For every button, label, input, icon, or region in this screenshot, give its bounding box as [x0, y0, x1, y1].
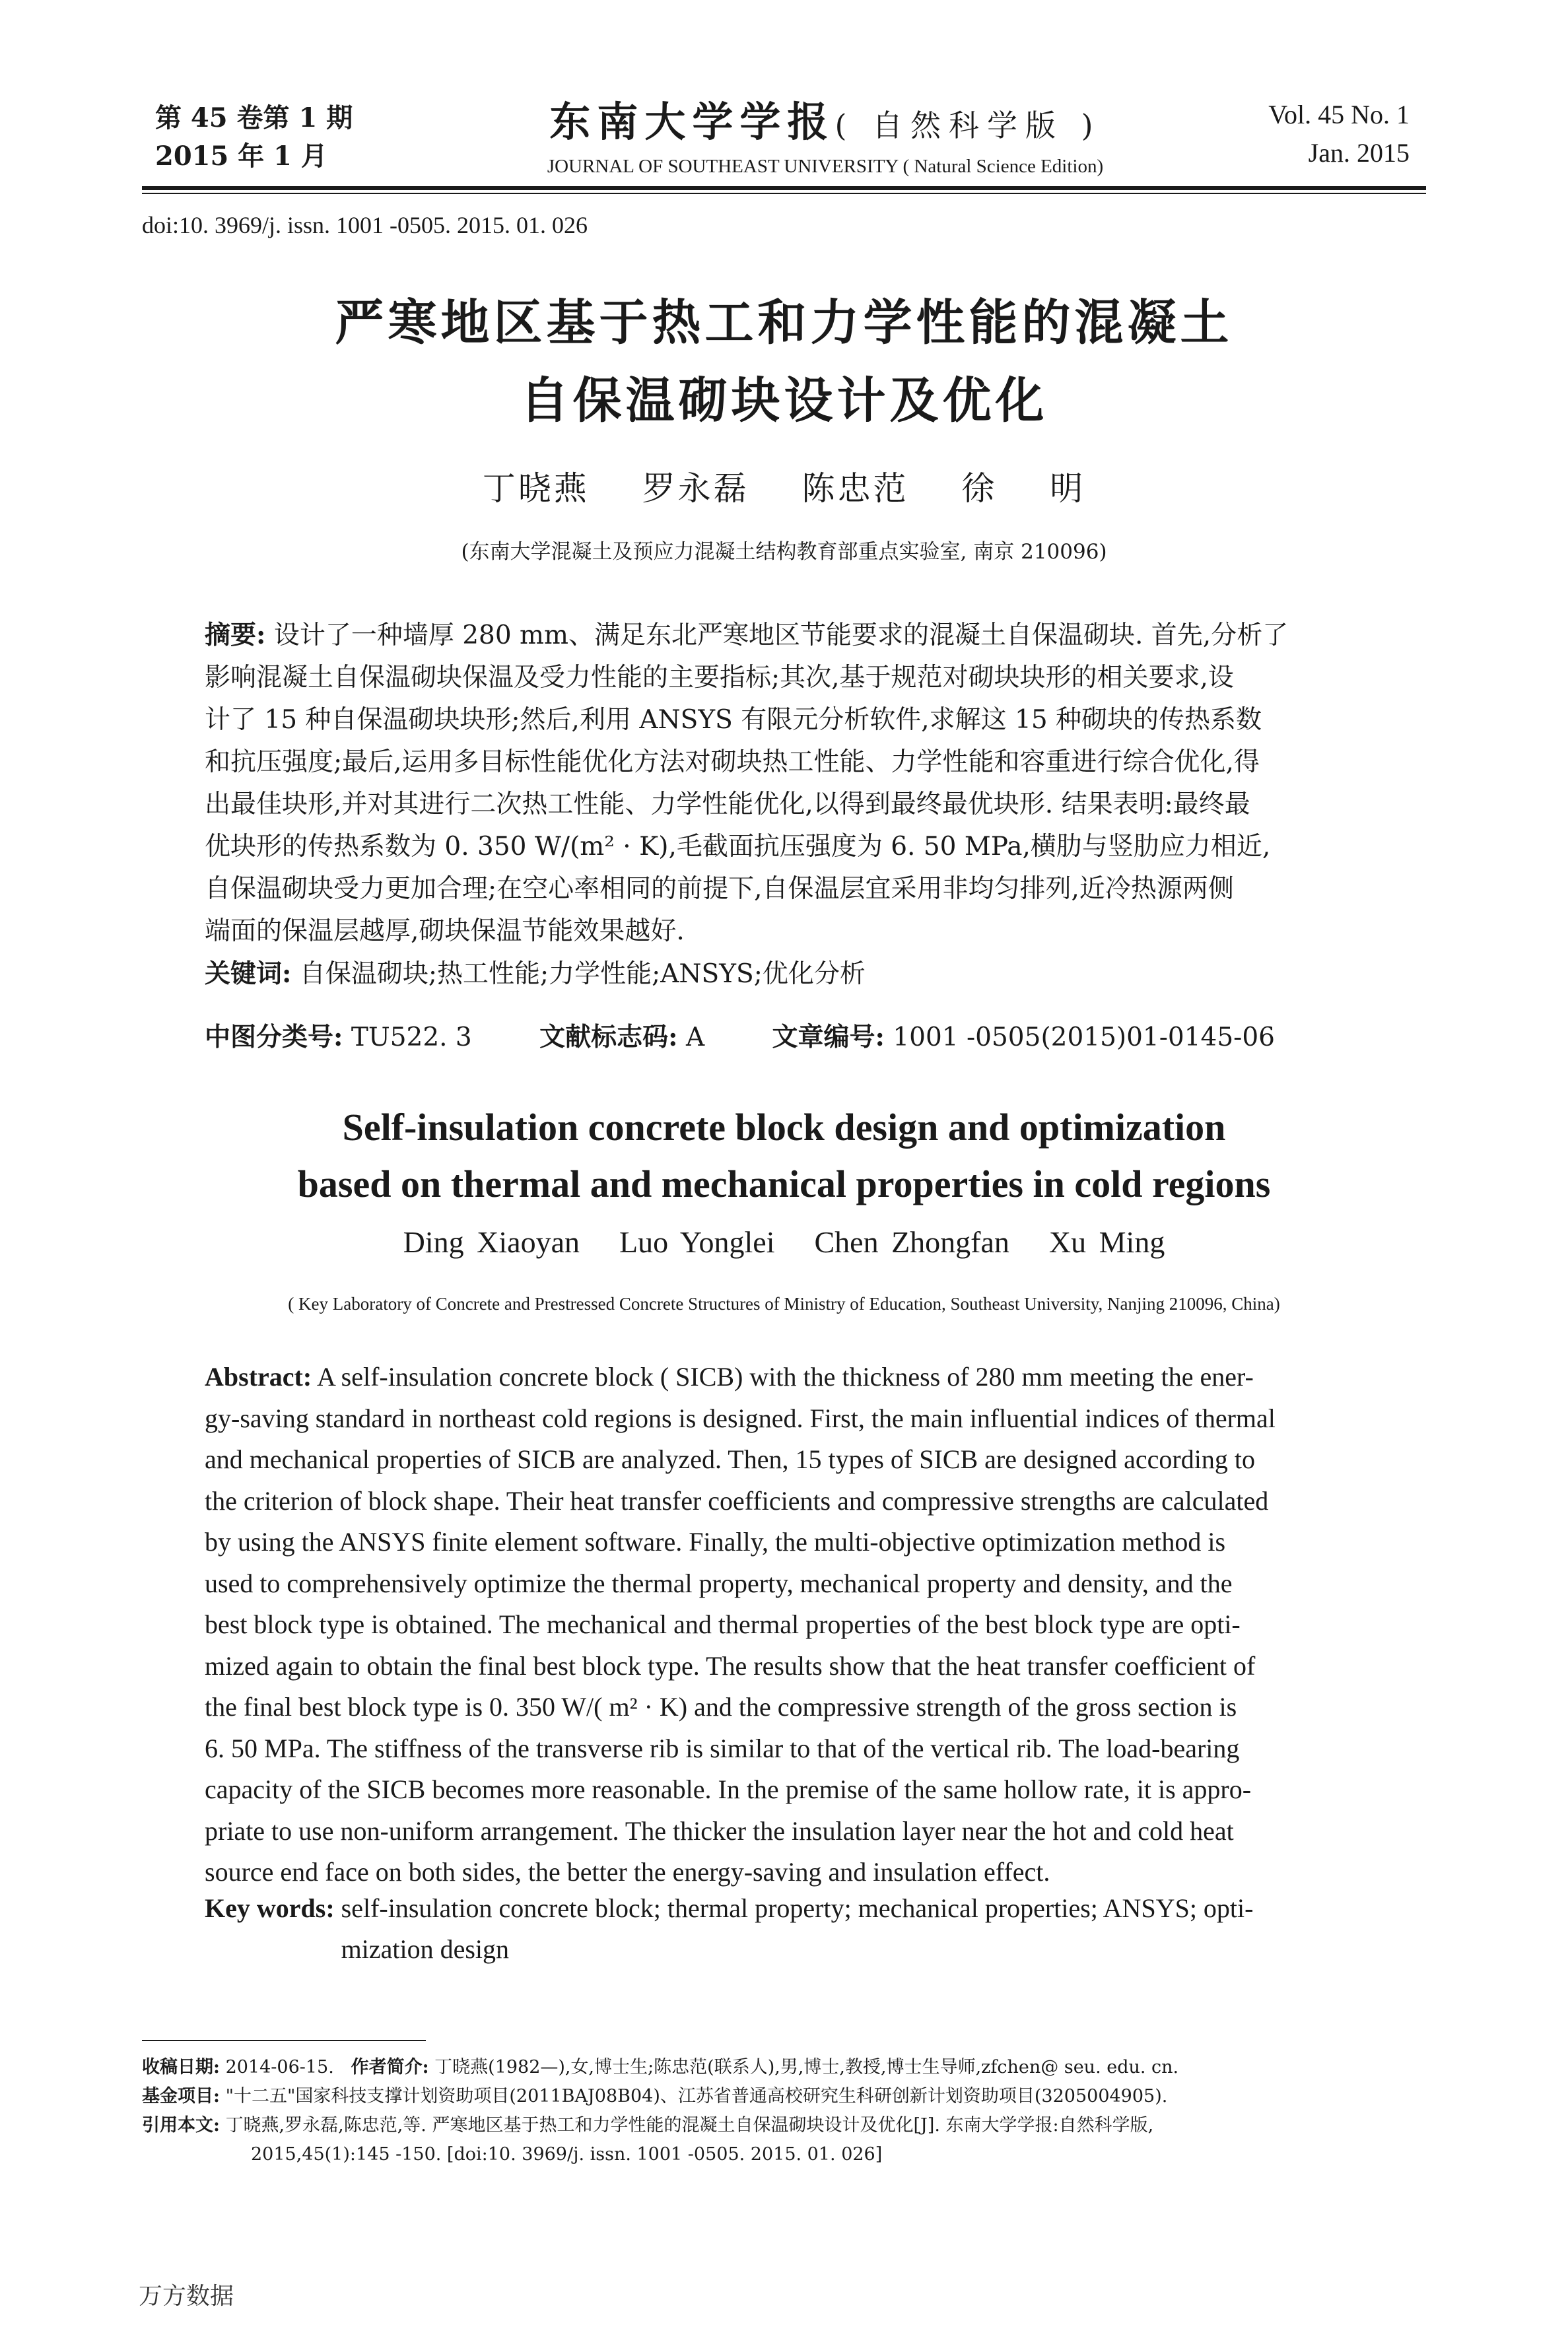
authors-cn: 丁晓燕 罗永磊 陈忠范 徐 明	[482, 469, 1086, 508]
keywords-cn	[205, 953, 1367, 995]
abstract-en-line: priate to use non-uniform arrangement. The thicker the insulation layer near the hot and cold heat	[205, 1815, 1234, 1846]
abstract-en-line: used to comprehensively optimize the thermal property, mechanical property and density, and the	[205, 1568, 1233, 1598]
footnotes	[142, 2053, 1436, 2169]
abstract-en-line: the criterion of block shape. Their heat transfer coefficients and compressive strengths are calculated	[205, 1485, 1269, 1516]
doi: doi:10. 3969/j. issn. 1001 -0505. 2015. 01. 026	[142, 212, 588, 238]
title-cn-line1: 严寒地区基于热工和力学性能的混凝土	[335, 294, 1233, 351]
abstract-en-line: gy-saving standard in northeast cold regions is designed. First, the main influential indices of thermal	[205, 1403, 1276, 1433]
abstract-en-line: and mechanical properties of SICB are analyzed. Then, 15 types of SICB are designed according to	[205, 1444, 1255, 1474]
author-en: Chen Zhongfan	[814, 1225, 1009, 1259]
journal-name-cn: 东南大学学报	[549, 98, 835, 146]
authors-en	[198, 1225, 1370, 1260]
keywords-cn-label: 关键词:	[205, 959, 292, 989]
keywords-en-line2: mization design	[341, 1934, 510, 1964]
received-date: 2014-06-15.	[225, 2057, 334, 2077]
keywords-cn-text: 自保温砌块;热工性能;力学性能;ANSYS;优化分析	[299, 959, 866, 989]
running-header-right	[1145, 96, 1410, 172]
date-en: Jan. 2015	[1308, 138, 1410, 168]
footnote-received	[142, 2053, 1436, 2082]
abstract-en-line: mized again to obtain the final best block type. The results show that the heat transfer coefficient of	[205, 1650, 1256, 1681]
article-id-value: 1001 -0505(2015)01-0145-06	[893, 1023, 1275, 1052]
volume-issue-cn: 第 45 卷第 1 期	[155, 102, 353, 133]
clc-value: TU522. 3	[351, 1023, 472, 1052]
affiliation-cn: (东南大学混凝土及预应力混凝土结构教育部重点实验室, 南京 210096)	[461, 540, 1107, 564]
abstract-cn-line: 和抗压强度;最后,运用多目标性能优化方法对砌块热工性能、力学性能和容重进行综合优化,得	[205, 747, 1260, 777]
abstract-en-line: the final best block type is 0. 350 W/( m² · K) and the compressive strength of the gross section is	[205, 1692, 1237, 1722]
title-en	[198, 1099, 1370, 1213]
abstract-cn-line: 出最佳块形,并对其进行二次热工性能、力学性能优化,以得到最终最优块形. 结果表明:最终最	[205, 790, 1250, 819]
journal-title-en: JOURNAL OF SOUTHEAST UNIVERSITY ( Natural Science Edition)	[547, 156, 1104, 177]
footnote-citation	[142, 2111, 1436, 2140]
volume-issue-en: Vol. 45 No. 1	[1268, 100, 1410, 129]
cite-line2: 2015,45(1):145 -150. [doi:10. 3969/j. issn. 1001 -0505. 2015. 01. 026]	[251, 2144, 883, 2165]
doc-code-label: 文献标志码:	[539, 1022, 678, 1052]
keywords-en-line1: self-insulation concrete block; thermal property; mechanical properties; ANSYS; opti-	[341, 1893, 1254, 1923]
journal-title-cn	[429, 96, 1221, 152]
abstract-cn-line: 计了 15 种自保温砌块块形;然后,利用 ANSYS 有限元分析软件,求解这 15 种砌块的传热系数	[205, 705, 1262, 735]
fund-text: "十二五"国家科技支撑计划资助项目(2011BAJ08B04)、江苏省普通高校研究生科研创新计划资助项目(3205004905).	[225, 2086, 1168, 2107]
footnote-fund	[142, 2082, 1436, 2111]
abstract-cn	[205, 614, 1367, 995]
affiliation-en: ( Key Laboratory of Concrete and Prestressed Concrete Structures of Ministry of Education, Southeast University, Nanjing 210096, China)	[288, 1294, 1280, 1314]
abstract-cn-line: 影响混凝土自保温砌块保温及受力性能的主要指标;其次,基于规范对砌块块形的相关要求,设	[205, 663, 1234, 692]
date-cn: 2015 年 1 月	[155, 141, 327, 172]
abstract-en-label: Abstract:	[205, 1362, 312, 1392]
bio-text: 丁晓燕(1982—),女,博士生;陈忠范(联系人),男,博士,教授,博士生导师,zfchen@ seu. edu. cn.	[434, 2057, 1179, 2077]
footnote-rule	[142, 2040, 426, 2041]
abstract-en-line: by using the ANSYS finite element software. Finally, the multi-objective optimization method is	[205, 1527, 1226, 1557]
watermark: 万方数据	[139, 2283, 234, 2310]
abstract-en	[205, 1357, 1370, 1893]
bio-label: 作者简介:	[351, 2057, 429, 2077]
header-rule-thick	[142, 186, 1426, 190]
abstract-cn-line: 设计了一种墙厚 280 mm、满足东北严寒地区节能要求的混凝土自保温砌块. 首先,分析了	[273, 621, 1289, 650]
running-header-center	[429, 96, 1221, 181]
journal-edition-cn: ( 自然科学版 )	[835, 108, 1101, 143]
abstract-en-line: source end face on both sides, the better the energy-saving and insulation effect.	[205, 1857, 1050, 1887]
title-cn	[198, 284, 1370, 440]
abstract-en-line: A self-insulation concrete block ( SICB) with the thickness of 280 mm meeting the ener-	[316, 1362, 1254, 1392]
doc-code-value: A	[685, 1023, 705, 1052]
title-cn-line2: 自保温砌块设计及优化	[520, 372, 1048, 429]
fund-label: 基金项目:	[142, 2086, 220, 2107]
title-en-line1: Self-insulation concrete block design and optimization	[342, 1106, 1226, 1149]
cite-label: 引用本文:	[142, 2115, 220, 2136]
abstract-cn-label: 摘要:	[205, 620, 266, 650]
author-en: Ding Xiaoyan	[403, 1225, 580, 1259]
received-label: 收稿日期:	[142, 2057, 220, 2077]
cite-line1: 丁晓燕,罗永磊,陈忠范,等. 严寒地区基于热工和力学性能的混凝土自保温砌块设计及优化[J]. 东南大学学报:自然科学版,	[225, 2115, 1154, 2136]
running-header-left	[155, 99, 353, 176]
title-en-line2: based on thermal and mechanical properties in cold regions	[297, 1163, 1271, 1205]
abstract-en-line: best block type is obtained. The mechanical and thermal properties of the best block type are opti-	[205, 1609, 1241, 1639]
abstract-cn-line: 优块形的传热系数为 0. 350 W/(m² · K),毛截面抗压强度为 6. 50 MPa,横肋与竖肋应力相近,	[205, 832, 1271, 861]
author-en: Xu Ming	[1048, 1225, 1165, 1259]
abstract-cn-line: 自保温砌块受力更加合理;在空心率相同的前提下,自保温层宜采用非均匀排列,近冷热源两侧	[205, 874, 1234, 904]
classification-line	[205, 1017, 1275, 1054]
keywords-en	[205, 1888, 1370, 1970]
keywords-en-body	[341, 1888, 1318, 1970]
keywords-en-label: Key words:	[205, 1893, 335, 1923]
author-en: Luo Yonglei	[619, 1225, 775, 1259]
article-id-label: 文章编号:	[772, 1022, 885, 1052]
abstract-en-line: capacity of the SICB becomes more reasonable. In the premise of the same hollow rate, it is appro-	[205, 1774, 1252, 1804]
abstract-en-line: 6. 50 MPa. The stiffness of the transverse rib is similar to that of the vertical rib. The load-bearing	[205, 1733, 1240, 1763]
clc-label: 中图分类号:	[205, 1022, 343, 1052]
header-rule-thin	[142, 193, 1426, 194]
abstract-cn-line: 端面的保温层越厚,砌块保温节能效果越好.	[205, 916, 685, 946]
